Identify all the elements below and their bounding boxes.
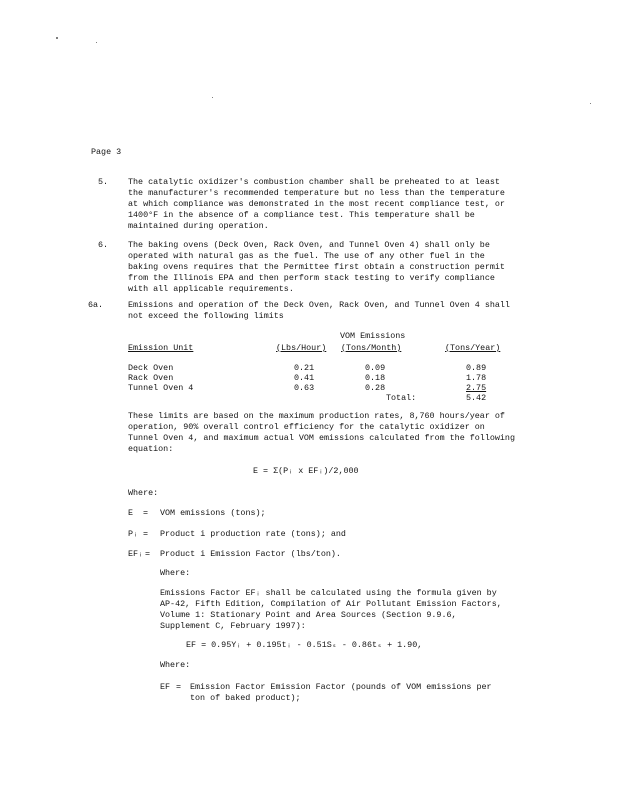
where-label: Where: xyxy=(160,660,191,670)
definition-desc: Emission Factor Emission Factor (pounds of VOM emissions per ton of baked product); xyxy=(190,682,492,703)
table-header-tons-month: (Tons/Month) xyxy=(341,343,402,353)
item-number: 5. xyxy=(98,177,109,187)
table-header-unit: Emission Unit xyxy=(128,343,194,353)
table-cell: 0.28 xyxy=(365,383,386,393)
table-cell: 1.78 xyxy=(466,373,487,383)
definition-symbol: EFᵢ xyxy=(128,549,144,559)
item-number: 6. xyxy=(98,240,109,250)
emission-factor-equation: EF = 0.95Yᵢ + 0.195tᵢ - 0.51Sₛ - 0.86tₛ + 1.90, xyxy=(186,640,423,650)
table-header-tons-year: (Tons/Year) xyxy=(445,343,501,353)
table-cell-unit: Rack Oven xyxy=(128,373,174,383)
scan-speck xyxy=(96,42,97,43)
table-total-label: Total: xyxy=(386,393,417,403)
basis-paragraph: These limits are based on the maximum production rates, 8,760 hours/year of operation, 90% overall control efficiency for the catalytic oxidizer on Tunnel Oven 4, and maximum actual VOM emissions calculated from the following equation: xyxy=(128,411,515,454)
definition-desc: VOM emissions (tons); xyxy=(160,508,266,518)
condition-text: The baking ovens (Deck Oven, Rack Oven, and Tunnel Oven 4) shall only be operated with natural gas as the fuel. The use of any other fuel in the baking ovens requires that the Permittee first obtain a construction permit from the Illinois EPA and then perform stack testing to verify compliance with all applicable requirements. xyxy=(128,240,505,294)
emission-equation: E = Σ(Pᵢ x EFᵢ)/2,000 xyxy=(253,466,359,476)
table-cell: 2.75 xyxy=(466,383,487,393)
scan-speck xyxy=(56,37,58,39)
scan-speck xyxy=(590,103,591,104)
table-cell: 0.09 xyxy=(365,363,386,373)
table-cell-unit: Deck Oven xyxy=(128,363,174,373)
table-total-value: 5.42 xyxy=(466,393,487,403)
condition-text: The catalytic oxidizer's combustion chamber shall be preheated to at least the manufacturer's recommended temperature but no less than the temperature at which compliance was demonstrated in the most recent compliance test, or 1400°F in the absence of a compliance test. This temperature shall be maintained during operation. xyxy=(128,177,505,231)
emission-factor-paragraph: Emissions Factor EFᵢ shall be calculated using the formula given by AP-42, Fifth Edition, Compilation of Air Pollutant Emission Factors, Volume 1: Stationary Point and Area Sources (Section 9.9.6, Supplement C, February 1997): xyxy=(160,588,502,631)
table-cell: 0.63 xyxy=(294,383,315,393)
definition-equals: = xyxy=(145,549,151,559)
item-number: 6a. xyxy=(88,300,104,310)
definition-symbol: Pᵢ xyxy=(128,529,139,539)
definition-desc: Product i production rate (tons); and xyxy=(160,529,346,539)
definition-symbol: EF xyxy=(160,682,171,692)
table-cell: 0.21 xyxy=(294,363,315,373)
condition-text: Emissions and operation of the Deck Oven, Rack Oven, and Tunnel Oven 4 shall not exceed the following limits xyxy=(128,300,510,321)
definition-equals: = xyxy=(143,529,149,539)
definition-desc: Product i Emission Factor (lbs/ton). xyxy=(160,549,341,559)
table-cell-unit: Tunnel Oven 4 xyxy=(128,383,194,393)
table-cell: 0.18 xyxy=(365,373,386,383)
scan-speck xyxy=(212,97,213,98)
where-label: Where: xyxy=(160,568,191,578)
table-group-header: VOM Emissions xyxy=(340,331,406,341)
definition-equals: = xyxy=(176,682,182,692)
definition-equals: = xyxy=(143,508,149,518)
table-header-lbs-hour: (Lbs/Hour) xyxy=(276,343,327,353)
table-cell: 0.89 xyxy=(466,363,487,373)
where-label: Where: xyxy=(128,488,159,498)
table-cell: 0.41 xyxy=(294,373,315,383)
page-header: Page 3 xyxy=(91,147,122,157)
definition-symbol: E xyxy=(128,508,134,518)
